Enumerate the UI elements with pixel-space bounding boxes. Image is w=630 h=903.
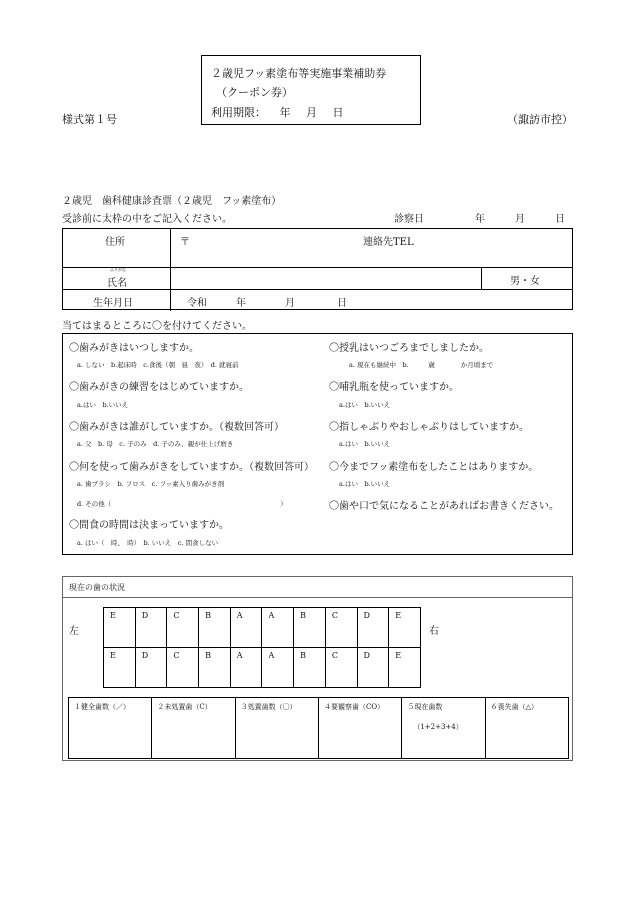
- question-who-brushes: 〇歯みがきは誰がしていますか。（複数回答可）: [69, 422, 284, 433]
- dob-era: 令和: [187, 298, 207, 309]
- exam-date-month: 月: [515, 214, 525, 225]
- upper-tooth-cell[interactable]: C: [167, 608, 199, 648]
- tooth-count-label: ３処置歯数（〇）: [240, 703, 297, 711]
- tooth-count-label: ５現在歯数: [407, 703, 443, 711]
- validity-year: 年: [279, 106, 291, 119]
- question-brushing-tools: 〇何を使って歯みがきをしていますか。（複数回答可）: [69, 462, 314, 473]
- answer-brushing-tools[interactable]: a. 歯ブラシ b. フロス c. フッ素入り歯みがき剤: [77, 480, 225, 488]
- answer-baby-bottle[interactable]: a.はい b.いいえ: [339, 401, 391, 409]
- tooth-count-cell[interactable]: [485, 698, 568, 759]
- name-furigana: ふりがな: [110, 267, 126, 272]
- tooth-count-note: （1+2+3+4）: [413, 723, 463, 731]
- upper-tooth-cell[interactable]: B: [199, 608, 231, 648]
- exam-date-day: 日: [555, 214, 565, 225]
- upper-tooth-cell[interactable]: A: [262, 608, 294, 648]
- lower-tooth-cell[interactable]: D: [357, 648, 389, 688]
- answer-thumb-sucking[interactable]: a.はい b.いいえ: [339, 440, 391, 448]
- answer-who-brushes[interactable]: a. 父 b. 母 c. 子のみ d. 子のみ、親が仕上げ磨き: [77, 440, 234, 448]
- answer-snack-time[interactable]: a. はい（ 時、 時） b. いいえ c. 間食しない: [77, 539, 219, 547]
- questionnaire-box: [62, 333, 573, 555]
- dental-chart-header: [63, 577, 572, 598]
- tooth-counts-table: [68, 697, 569, 759]
- tooth-count-cell[interactable]: [69, 698, 152, 759]
- upper-tooth-cell[interactable]: E: [389, 608, 421, 648]
- validity-day: 日: [332, 106, 344, 119]
- exam-date-year: 年: [475, 214, 485, 225]
- address-label: 住所: [105, 237, 125, 248]
- upper-teeth-row: [103, 607, 421, 648]
- form-number: 様式第１号: [62, 113, 117, 126]
- answer-brushing-tools-other[interactable]: d. その他（ ）: [77, 500, 287, 508]
- upper-tooth-cell[interactable]: B: [294, 608, 326, 648]
- upper-tooth-cell[interactable]: D: [135, 608, 167, 648]
- question-brushing-time: 〇歯みがきはいつしますか。: [69, 343, 199, 354]
- lower-tooth-cell[interactable]: E: [389, 648, 421, 688]
- name-label: 氏名: [107, 278, 127, 289]
- dob-label: 生年月日: [93, 298, 133, 309]
- dental-chart-box: [62, 576, 573, 761]
- tooth-count-label: ６喪失歯（△）: [490, 703, 539, 711]
- postal-mark: 〒: [180, 237, 190, 248]
- question-fluoride-history: 〇今までフッ素塗布をしたことはありますか。: [329, 462, 539, 473]
- lower-tooth-cell[interactable]: A: [230, 648, 262, 688]
- question-baby-bottle: 〇哺乳瓶を使っていますか。: [329, 382, 459, 393]
- lower-tooth-cell[interactable]: C: [167, 648, 199, 688]
- question-breastfeeding: 〇授乳はいつごろまでしましたか。: [329, 343, 489, 354]
- dob-month: 月: [285, 298, 295, 309]
- coupon-subtitle: （クーポン券）: [216, 86, 293, 99]
- upper-tooth-cell[interactable]: E: [104, 608, 136, 648]
- tooth-count-cell[interactable]: [235, 698, 318, 759]
- issuer-copy: （諏訪市控）: [507, 113, 573, 126]
- lower-tooth-cell[interactable]: B: [294, 648, 326, 688]
- address-field[interactable]: [81, 247, 281, 267]
- form-title: ２歳児 歯科健康診査票（２歳児 フッ素塗布）: [62, 196, 282, 207]
- patient-info-table: [62, 228, 573, 310]
- upper-tooth-cell[interactable]: A: [230, 608, 262, 648]
- lower-tooth-cell[interactable]: D: [135, 648, 167, 688]
- upper-tooth-cell[interactable]: D: [357, 608, 389, 648]
- validity-month: 月: [306, 106, 317, 119]
- fill-instruction: 受診前に太枠の中をご記入ください。: [62, 214, 232, 225]
- answer-fluoride-history[interactable]: a.はい b.いいえ: [339, 480, 391, 488]
- answer-brushing-practice[interactable]: a.はい b.いいえ: [77, 401, 129, 409]
- dob-year: 年: [236, 298, 246, 309]
- oral-concerns-field[interactable]: [329, 514, 565, 552]
- tooth-count-cell[interactable]: [402, 698, 485, 759]
- chart-right-label: 右: [429, 626, 439, 637]
- coupon-title-box: [201, 55, 421, 125]
- lower-tooth-cell[interactable]: C: [325, 648, 357, 688]
- sex-options[interactable]: 男・女: [510, 276, 540, 287]
- tooth-count-label: ２未処置歯（C）: [157, 703, 212, 711]
- tooth-count-cell[interactable]: [318, 698, 401, 759]
- tooth-count-cell[interactable]: [152, 698, 235, 759]
- question-thumb-sucking: 〇指しゃぶりやおしゃぶりはしていますか。: [329, 422, 529, 433]
- chart-left-label: 左: [69, 626, 79, 637]
- contact-tel-label: 連絡先TEL: [363, 237, 414, 248]
- dob-day: 日: [337, 298, 347, 309]
- lower-tooth-cell[interactable]: A: [262, 648, 294, 688]
- validity-label: 利用期限：: [211, 106, 266, 119]
- questionnaire-instruction: 当てはまるところに〇を付けてください。: [62, 321, 252, 332]
- lower-tooth-cell[interactable]: E: [104, 648, 136, 688]
- question-oral-concerns: 〇歯や口で気になることがあればお書きください。: [329, 501, 559, 512]
- dental-chart-title: 現在の歯の状況: [69, 583, 125, 592]
- answer-brushing-time[interactable]: a. しない b.起床時 c.食後（朝 昼 夜） d. 就寝前: [77, 361, 239, 369]
- coupon-validity: [211, 104, 344, 120]
- name-field[interactable]: [173, 269, 478, 287]
- upper-tooth-cell[interactable]: C: [325, 608, 357, 648]
- lower-teeth-row: [103, 647, 421, 688]
- tooth-count-label: １健全歯数（／）: [74, 703, 130, 711]
- exam-date-label: 診察日: [394, 214, 424, 225]
- lower-tooth-cell[interactable]: B: [199, 648, 231, 688]
- answer-breastfeeding[interactable]: a. 現在も継続中 b. 歳 か月頃まで: [349, 361, 494, 369]
- coupon-title: ２歳児フッ素塗布等実施事業補助券: [211, 67, 387, 80]
- question-brushing-practice: 〇歯みがきの練習をはじめていますか。: [69, 382, 249, 393]
- question-snack-time: 〇間食の時間は決まっていますか。: [69, 520, 229, 531]
- tooth-count-label: ４要観察歯（CO）: [323, 703, 385, 711]
